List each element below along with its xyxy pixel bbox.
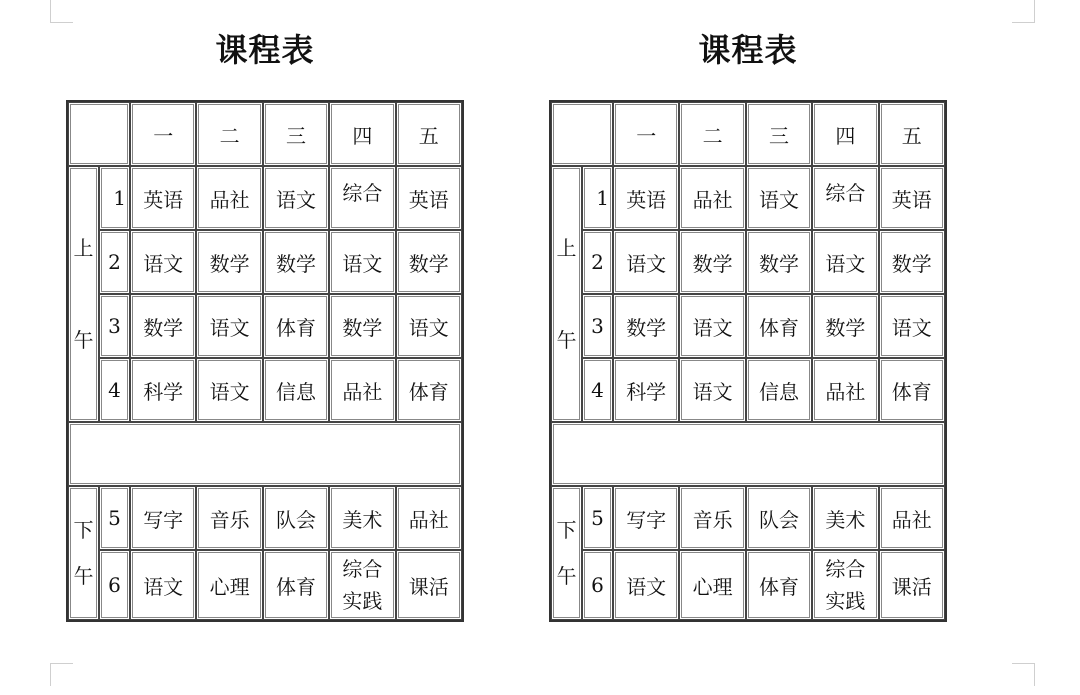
subject-cell: 语文 xyxy=(396,294,462,358)
subject-cell: 英语 xyxy=(613,166,679,230)
period-number: 2 xyxy=(582,230,613,294)
period-row xyxy=(68,486,462,550)
subject-cell: 品社 xyxy=(679,166,745,230)
page-corner-mark xyxy=(50,663,73,686)
subject-cell: 品社 xyxy=(196,166,262,230)
subject-cell: 科学 xyxy=(613,358,679,422)
subject-cell: 信息 xyxy=(746,358,812,422)
subject-cell: 数学 xyxy=(679,230,745,294)
afternoon-label xyxy=(551,486,582,620)
section-char: 午 xyxy=(556,328,577,352)
period-row xyxy=(551,230,945,294)
morning-label xyxy=(68,166,99,422)
section-char: 午 xyxy=(73,328,94,352)
subject-cell: 心理 xyxy=(196,550,262,620)
period-row xyxy=(68,550,462,620)
subject-cell: 心理 xyxy=(679,550,745,620)
subject-cell: 语文 xyxy=(879,294,945,358)
subject-cell: 数学 xyxy=(396,230,462,294)
subject-text: 综合 xyxy=(342,180,383,205)
break-cell xyxy=(68,422,462,486)
day-header: 五 xyxy=(879,102,945,166)
section-char: 上 xyxy=(73,236,94,260)
subject-cell: 队会 xyxy=(263,486,329,550)
header-row xyxy=(68,102,462,166)
period-number: 2 xyxy=(99,230,130,294)
subject-cell xyxy=(329,166,395,230)
subject-cell: 体育 xyxy=(263,294,329,358)
subject-cell: 语文 xyxy=(196,358,262,422)
period-row xyxy=(68,230,462,294)
subject-cell: 英语 xyxy=(396,166,462,230)
subject-cell: 数学 xyxy=(812,294,878,358)
subject-cell: 数学 xyxy=(613,294,679,358)
subject-cell: 数学 xyxy=(196,230,262,294)
subject-cell: 体育 xyxy=(263,550,329,620)
corner-cell xyxy=(68,102,130,166)
section-char: 下 xyxy=(73,518,94,542)
day-header: 三 xyxy=(263,102,329,166)
period-number: 4 xyxy=(99,358,130,422)
break-cell xyxy=(551,422,945,486)
period-number: 5 xyxy=(582,486,613,550)
day-header: 二 xyxy=(196,102,262,166)
schedule-title: 课程表 xyxy=(698,31,798,69)
subject-cell: 语文 xyxy=(196,294,262,358)
section-char: 午 xyxy=(556,564,577,588)
timetable xyxy=(66,100,464,622)
subject-text: 综合 xyxy=(825,180,866,205)
subject-cell: 品社 xyxy=(812,358,878,422)
subject-cell: 语文 xyxy=(263,166,329,230)
subject-line: 综合 xyxy=(825,557,866,581)
subject-cell: 音乐 xyxy=(196,486,262,550)
subject-cell: 语文 xyxy=(329,230,395,294)
subject-cell: 语文 xyxy=(812,230,878,294)
subject-cell: 语文 xyxy=(679,358,745,422)
header-row xyxy=(551,102,945,166)
period-row xyxy=(551,486,945,550)
break-row xyxy=(68,422,462,486)
subject-cell: 品社 xyxy=(396,486,462,550)
page-corner-mark xyxy=(50,0,73,23)
period-number: 1 xyxy=(582,166,613,230)
schedule-title: 课程表 xyxy=(215,31,315,69)
subject-cell xyxy=(812,550,878,620)
period-number: 6 xyxy=(99,550,130,620)
period-number: 3 xyxy=(99,294,130,358)
subject-cell xyxy=(329,550,395,620)
period-number: 3 xyxy=(582,294,613,358)
subject-cell: 数学 xyxy=(263,230,329,294)
subject-cell: 美术 xyxy=(329,486,395,550)
subject-cell: 体育 xyxy=(746,294,812,358)
period-number: 5 xyxy=(99,486,130,550)
period-number: 1 xyxy=(99,166,130,230)
subject-cell: 写字 xyxy=(130,486,196,550)
schedule-right xyxy=(549,30,947,622)
subject-cell: 写字 xyxy=(613,486,679,550)
subject-line: 综合 xyxy=(342,557,383,581)
period-number: 6 xyxy=(582,550,613,620)
page-corner-mark xyxy=(1012,663,1035,686)
subject-line: 实践 xyxy=(825,589,866,613)
subject-cell: 语文 xyxy=(746,166,812,230)
subject-line: 实践 xyxy=(342,589,383,613)
section-char: 下 xyxy=(556,518,577,542)
day-header: 一 xyxy=(613,102,679,166)
subject-cell: 科学 xyxy=(130,358,196,422)
subject-cell: 体育 xyxy=(396,358,462,422)
schedule-left xyxy=(66,30,464,622)
subject-cell: 语文 xyxy=(130,230,196,294)
subject-cell: 语文 xyxy=(130,550,196,620)
subject-cell: 课活 xyxy=(879,550,945,620)
period-row xyxy=(68,166,462,230)
subject-cell: 语文 xyxy=(613,550,679,620)
subject-cell: 数学 xyxy=(329,294,395,358)
subject-cell: 体育 xyxy=(879,358,945,422)
period-row xyxy=(551,550,945,620)
period-row xyxy=(551,166,945,230)
subject-cell: 音乐 xyxy=(679,486,745,550)
subject-cell: 数学 xyxy=(746,230,812,294)
section-char: 午 xyxy=(73,564,94,588)
subject-cell: 信息 xyxy=(263,358,329,422)
period-number: 4 xyxy=(582,358,613,422)
subject-cell xyxy=(812,166,878,230)
break-row xyxy=(551,422,945,486)
subject-cell: 美术 xyxy=(812,486,878,550)
section-char: 上 xyxy=(556,236,577,260)
subject-cell: 课活 xyxy=(396,550,462,620)
day-header: 三 xyxy=(746,102,812,166)
subject-cell: 语文 xyxy=(613,230,679,294)
morning-label xyxy=(551,166,582,422)
day-header: 一 xyxy=(130,102,196,166)
subject-cell: 品社 xyxy=(329,358,395,422)
subject-cell: 品社 xyxy=(879,486,945,550)
period-row xyxy=(551,358,945,422)
subject-cell: 英语 xyxy=(879,166,945,230)
corner-cell xyxy=(551,102,613,166)
subject-cell: 英语 xyxy=(130,166,196,230)
period-row xyxy=(551,294,945,358)
period-row xyxy=(68,294,462,358)
subject-cell: 数学 xyxy=(879,230,945,294)
period-row xyxy=(68,358,462,422)
timetable xyxy=(549,100,947,622)
day-header: 四 xyxy=(812,102,878,166)
subject-cell: 数学 xyxy=(130,294,196,358)
page-corner-mark xyxy=(1012,0,1035,23)
day-header: 四 xyxy=(329,102,395,166)
subject-cell: 体育 xyxy=(746,550,812,620)
afternoon-label xyxy=(68,486,99,620)
subject-cell: 队会 xyxy=(746,486,812,550)
day-header: 五 xyxy=(396,102,462,166)
subject-cell: 语文 xyxy=(679,294,745,358)
day-header: 二 xyxy=(679,102,745,166)
